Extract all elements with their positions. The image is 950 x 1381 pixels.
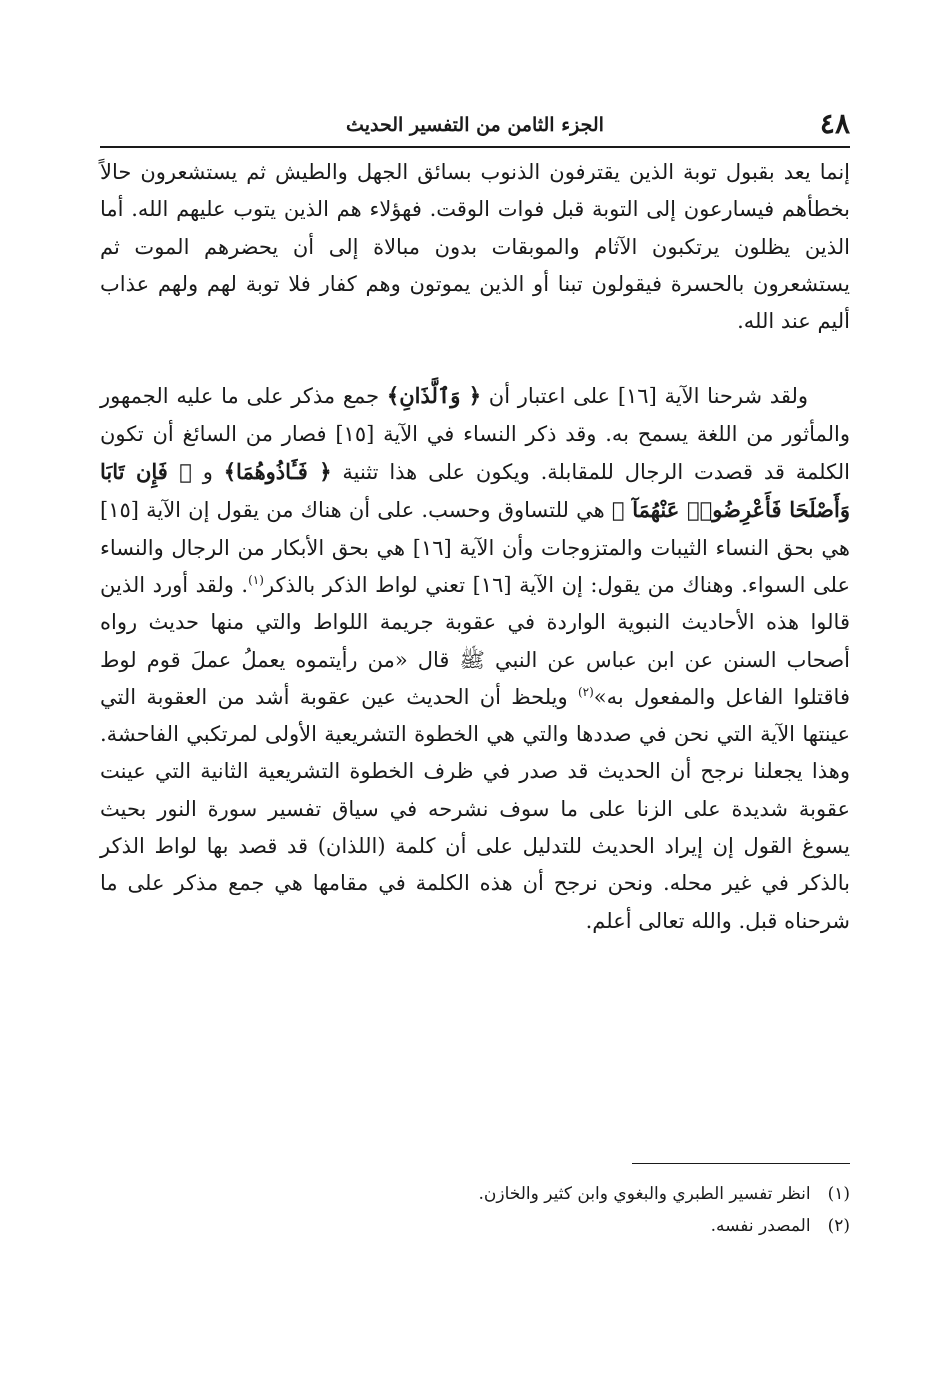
footnote-number: (٢) [827,1216,850,1236]
footnote-ref-1[interactable]: (١) [248,572,264,587]
quran-verse-2: ﴿ فَـَٔاذُوهُمَا﴾ [223,459,332,485]
footnote-2 [100,1210,850,1242]
footnote-1 [100,1178,850,1210]
footnote-text: انظر تفسير الطبري والبغوي وابن كثير والخازن. [478,1184,811,1204]
running-header [100,104,850,144]
body-text [100,154,850,940]
conjunction: و [202,460,213,485]
footnote-ref-2[interactable]: (٢) [577,684,594,699]
paragraph-2-part-2: جمع مذكر على ما عليه الجمهور والمأثور من اللغة يسمح به. وقد ذكر النساء في الآية [١٥] فصار من السائغ أن تكون الكلمة قد قصدت الرجال للمقابلة. ويكون على هذا تثنية [100,384,851,485]
footnote-rule [632,1163,850,1164]
quran-verse-3: ﴿ فَإِن تَابَا وَأَصْلَحَا فَأَعْرِضُوا۟ عَنْهُمَآ ﴾ [100,459,850,523]
footnote-number: (١) [827,1184,850,1204]
footnote-text: المصدر نفسه. [710,1216,811,1236]
paragraph-2-part-4: . ولقد أورد الذين قالوا هذه الأحاديث النبوية الواردة في عقوبة جريمة اللواط والتي منها حديث رواه أصحاب السنن عن ابن عباس عن النبي ﷺ قال «من رأيتموه يعملُ عملَ قوم لوط فاقتلوا الفاعل والمفعول به» [100,572,850,709]
header-title: الجزء الثامن من التفسير الحديث [346,114,604,136]
paragraph-2-part-1: ولقد شرحنا الآية [١٦] على اعتبار أن [488,384,808,409]
page-number: ٤٨ [819,107,850,140]
footnotes [100,1178,850,1242]
paragraph-2-part-3: هي للتساوق وحسب. على أن هناك من يقول إن الآية [١٥] هي بحق النساء الثيبات والمتزوجات وأن الآية [١٦] هي بحق الأبكار من الرجال والنساء على السواء. وهناك من يقول: إن الآية [١٦] تعني لواط الذكر بالذكر [100,498,850,597]
paragraph-2-part-5: ويلحظ أن الحديث عين عقوبة أشد من العقوبة التي عينتها الآية التي نحن في صددها والتي هي الخطوة التشريعية الأولى لمرتكبي الفاحشة. وهذا يجعلنا نرجح أن الحديث قد صدر في ظرف الخطوة التشريعية الثانية التي عينت عقوبة شديدة على الزنا على ما سوف نشرحه في سياق تفسير سورة النور بحيث يسوغ القول إن إيراد الحديث للتدليل على أن كلمة (اللذان) قد قصد بها لواط الذكر بالذكر في غير محله. ونحن نرجح أن هذه الكلمة في مقامها هي جمع مذكر على ما شرحناه قبل. والله تعالى أعلم. [100,684,850,933]
paragraph-1: إنما يعد بقبول توبة الذين يقترفون الذنوب بسائق الجهل والطيش ثم يستشعرون حالاً بخطأهم فيسارعون إلى التوبة قبل فوات الوقت. فهؤلاء هم الذين يتوب عليهم الله. أما الذين يظلون يرتكبون الآثام والموبقات بدون مبالاة إلى أن يحضرهم الموت ثم يستشعرون بالحسرة فيقولون تبنا أو الذين يموتون وهم كفار فلا توبة لهم ولهم عذاب أليم عند الله. [100,160,850,334]
book-page [100,0,850,1381]
paragraph-2 [100,377,850,939]
quran-verse-1: ﴿ وَٱلَّذَانِ﴾ [386,383,482,409]
header-rule [100,146,850,148]
